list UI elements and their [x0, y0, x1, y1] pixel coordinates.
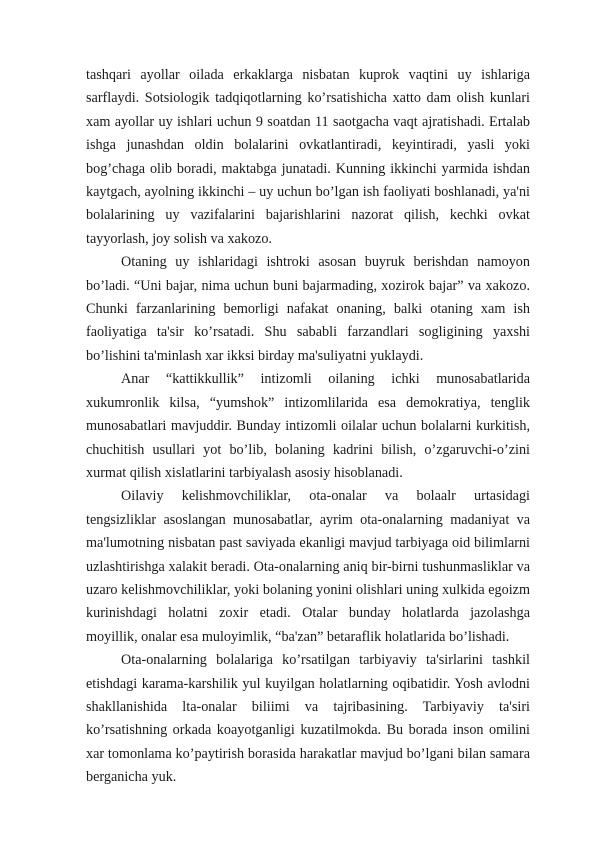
paragraph-1: tashqari ayollar oilada erkaklarga nisbatan kuprok vaqtini uy ishlariga sarflaydi. Sotsiologik tadqiqotlarning ko’rsatishicha xatto dam olish kunlari xam ayollar uy ishlari uchun 9 soatdan 11 saotgacha vaqt ajratishadi. Ertalab ishga junashdan oldin bolalarini ovkatlantiradi, keyintiradi, yasli yoki bog’chaga olib boradi, maktabga junatadi. Kunning ikkinchi yarmida ishdan kaytgach, ayolning ikkinchi – uy uchun bo’lgan ish faoliyati boshlanadi, ya'ni bolalarining uy vazifalarini bajarishlarini nazorat qilish, kechki ovkat tayyorlash, joy solish va xakozo. [86, 67, 530, 247]
paragraph-4: Oilaviy kelishmovchiliklar, ota-onalar va bolaalr urtasidagi tengsizliklar asoslangan munosabatlar, ayrim ota-onalarning madaniyat va ma'lumotning nisbatan past saviyada ekanligi mavjud tarbiyaga oid bilimlarni uzlashtirishga xalakit beradi. Ota-onalarning aniq bir-birni tushunmasliklar va uzaro kelishmovchiliklar, yoki bolaning yonini olishlari uning xulkida egoizm kurinishdagi holatni zoxir etadi. Otalar bunday holatlarda jazolashga moyillik, onalar esa muloyimlik, “ba'zan” betaraflik holatlarida bo’lishadi. [86, 488, 530, 645]
document-body [86, 64, 530, 790]
paragraph-5: Ota-onalarning bolalariga ko’rsatilgan tarbiyaviy ta'sirlarini tashkil etishdagi karama-karshilik yul kuyilgan holatlarning oqibatidir. Yosh avlodni shakllanishida lta-onalar biliimi va tajribasining. Tarbiyaviy ta'siri ko’rsatishning orkada koayotganligi kuzatilmokda. Bu borada inson omilini xar tomonlama ko’paytirish borasida harakatlar mavjud bo’lgani bilan samara berganicha yuk. [86, 652, 530, 786]
paragraph-2: Otaning uy ishlaridagi ishtroki asosan buyruk berishdan namoyon bo’ladi. “Uni bajar, nima uchun buni bajarmading, xozirok bajar” va xakozo. Chunki farzanlarining bemorligi nafakat onaning, balki otaning xam ish faoliyatiga ta'sir ko’rsatadi. Shu sababli farzandlari sogligining yaxshi bo’lishini ta'minlash xar ikksi birday ma'suliyatni yuklaydi. [86, 254, 530, 364]
paragraph-3: Anar “kattikkullik” intizomli oilaning ichki munosabatlarida xukumronlik kilsa, “yumshok” intizomlilarida esa demokratiya, tenglik munosabatlari mavjuddir. Bunday intizomli oilalar uchun bolalarni kurkitish, chuchitish usullari yot bo’lib, bolaning kadrini bilish, o’zgaruvchi-o’zini xurmat qilish xislatlarini tarbiyalash asosiy hisoblanadi. [86, 371, 530, 481]
